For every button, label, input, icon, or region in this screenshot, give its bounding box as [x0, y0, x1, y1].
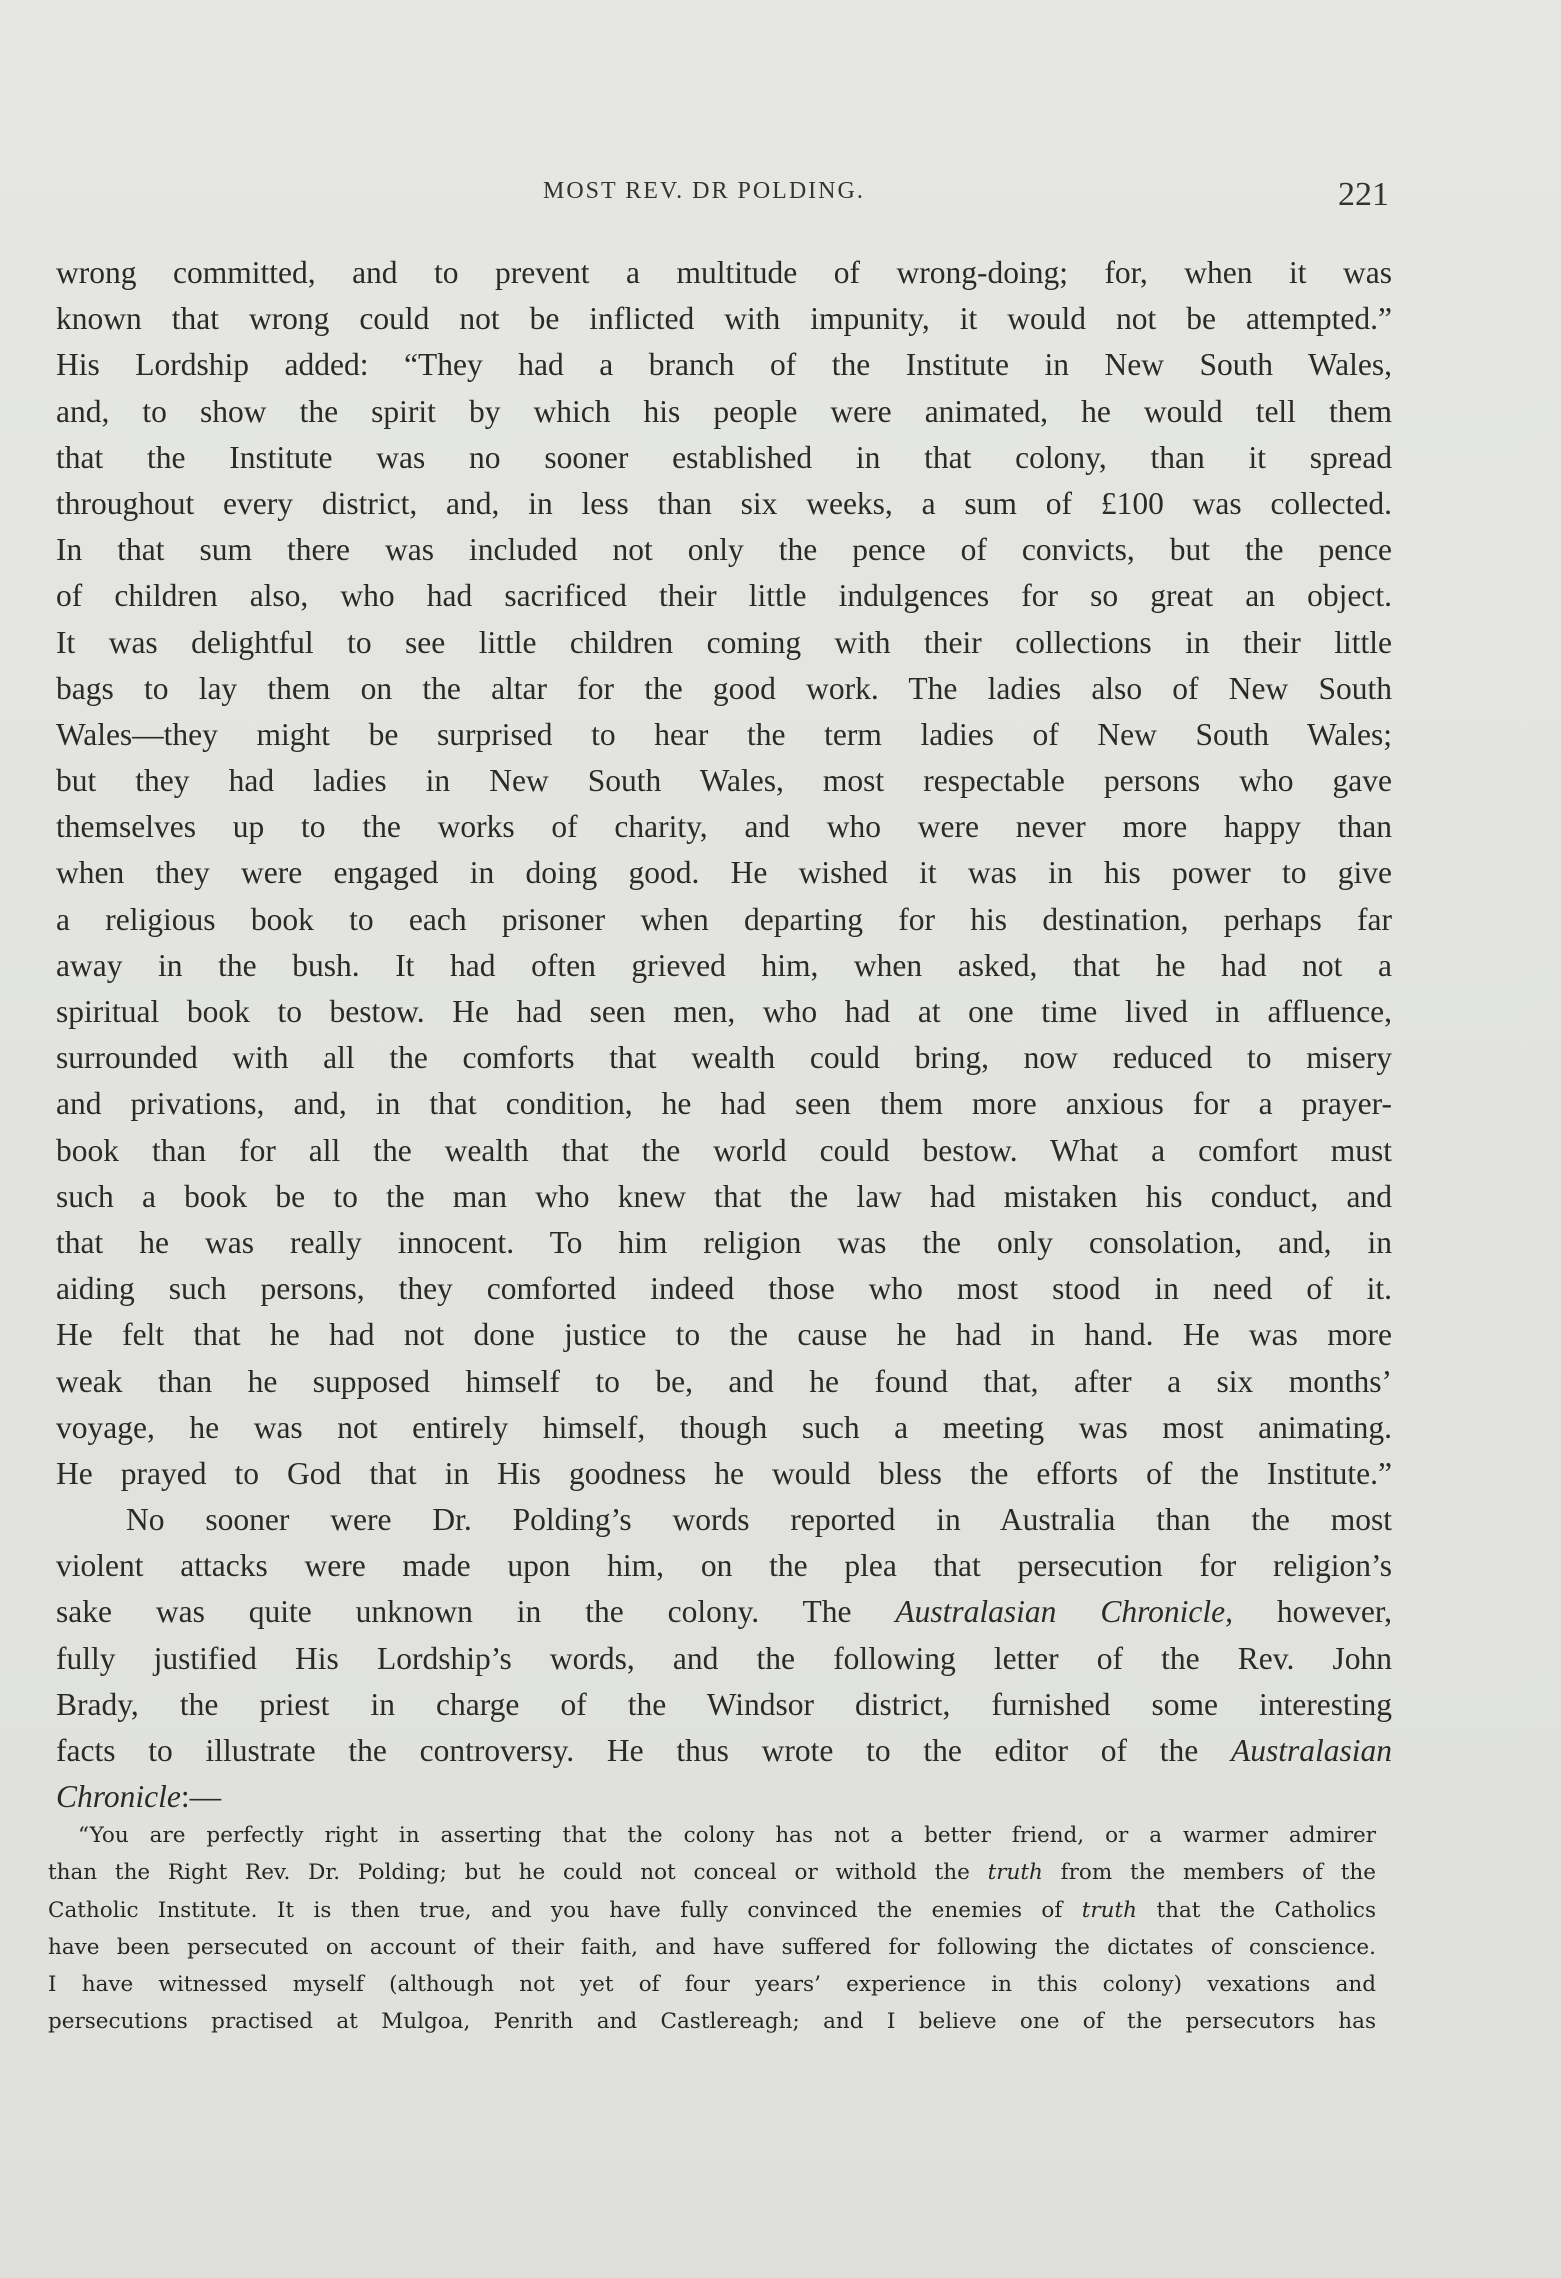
text-line: He felt that he had not done justice to the cause he had in hand. He was more [56, 1317, 1392, 1353]
text-line: He prayed to God that in His goodness he would bless the efforts of the Institute.” [56, 1455, 1392, 1491]
text-line: aiding such persons, they comforted indeed those who most stood in need of it. [56, 1271, 1392, 1307]
text-line: when they were engaged in doing good. He wished it was in his power to give [56, 855, 1392, 891]
text-run: that the Catholics [1137, 1897, 1376, 1923]
quote-line [48, 1892, 1376, 1929]
text-line: but they had ladies in New South Wales, most respectable persons who gave [56, 763, 1392, 799]
text-line: wrong committed, and to prevent a multitude of wrong-doing; for, when it was [56, 255, 1392, 290]
text-line: themselves up to the works of charity, and who were never more happy than [56, 809, 1392, 845]
text-line [56, 1589, 1392, 1635]
quoted-letter [48, 1817, 1376, 2041]
text-line: fully justified His Lordship’s words, and the following letter of the Rev. John [56, 1640, 1392, 1676]
quote-line: have been persecuted on account of their faith, and have suffered for following the dictates of conscience. [48, 1934, 1376, 1960]
text-line: that he was really innocent. To him religion was the only consolation, and, in [56, 1224, 1392, 1260]
running-head: MOST REV. DR POLDING. [543, 178, 865, 204]
text-line: His Lordship added: “They had a branch of the Institute in New South Wales, [56, 347, 1392, 383]
quote-line [48, 1854, 1376, 1891]
text-line: weak than he supposed himself to be, and he found that, after a six months’ [56, 1363, 1392, 1399]
text-run: facts to illustrate the controversy. He thus wrote to the editor of the [56, 1733, 1231, 1768]
text-line: It was delightful to see little children coming with their collections in their little [56, 624, 1392, 660]
text-line [56, 1728, 1392, 1774]
text-line: a religious book to each prisoner when departing for his destination, perhaps far [56, 901, 1392, 937]
text-run: from the members of the [1042, 1860, 1376, 1886]
text-line: and privations, and, in that condition, he had seen them more anxious for a prayer- [56, 1086, 1392, 1122]
emphasis: truth [987, 1860, 1043, 1886]
chronicle-title: Australasian [1230, 1733, 1392, 1768]
text-run: however, [1233, 1594, 1392, 1630]
quote-line: I have witnessed myself (although not yet of four years’ experience in this colony) vexations and [48, 1972, 1376, 1998]
chronicle-title: Chronicle [56, 1779, 181, 1815]
text-line: voyage, he was not entirely himself, though such a meeting was most animating. [56, 1409, 1392, 1445]
text-line: Wales—they might be surprised to hear the term ladies of New South Wales; [56, 716, 1392, 752]
text-line: that the Institute was no sooner established in that colony, than it spread [56, 439, 1392, 475]
emphasis: truth [1081, 1897, 1138, 1923]
chronicle-title: Australasian Chronicle, [895, 1594, 1234, 1630]
text-line: violent attacks were made upon him, on the plea that persecution for religion’s [56, 1548, 1392, 1584]
text-line: and, to show the spirit by which his people were animated, he would tell them [56, 393, 1392, 429]
text-run: than the Right Rev. Dr. Polding; but he could not conceal or withold the [48, 1860, 988, 1886]
text-run: Catholic Institute. It is then true, and you have fully convinced the enemies of [48, 1897, 1082, 1923]
quote-line: persecutions practised at Mulgoa, Penrith and Castlereagh; and I believe one of the persecutors has [48, 2009, 1376, 2035]
text-line [56, 1774, 1392, 1820]
quote-line: “You are perfectly right in asserting that the colony has not a better friend, or a warmer admirer [78, 1823, 1376, 1848]
text-line: surrounded with all the comforts that wealth could bring, now reduced to misery [56, 1040, 1392, 1076]
text-line: away in the bush. It had often grieved him, when asked, that he had not a [56, 947, 1392, 983]
text-line: bags to lay them on the altar for the good work. The ladies also of New South [56, 670, 1392, 706]
text-run: sake was quite unknown in the colony. The [56, 1594, 896, 1630]
text-run: :— [180, 1779, 222, 1815]
text-line: Brady, the priest in charge of the Windsor district, furnished some interesting [56, 1686, 1392, 1722]
text-line: spiritual book to bestow. He had seen men, who had at one time lived in affluence, [56, 994, 1392, 1029]
body-text [56, 250, 1392, 1820]
text-line: In that sum there was included not only the pence of convicts, but the pence [56, 532, 1392, 568]
text-line: No sooner were Dr. Polding’s words reported in Australia than the most [126, 1502, 1392, 1538]
text-line: of children also, who had sacrificed their little indulgences for so great an object. [56, 578, 1392, 614]
text-line: book than for all the wealth that the world could bestow. What a comfort must [56, 1132, 1392, 1168]
text-line: such a book be to the man who knew that the law had mistaken his conduct, and [56, 1178, 1392, 1214]
page-number: 221 [1338, 176, 1389, 213]
text-line: throughout every district, and, in less than six weeks, a sum of £100 was collected. [56, 485, 1392, 521]
text-line: known that wrong could not be inflicted with impunity, it would not be attempted.” [56, 301, 1392, 337]
